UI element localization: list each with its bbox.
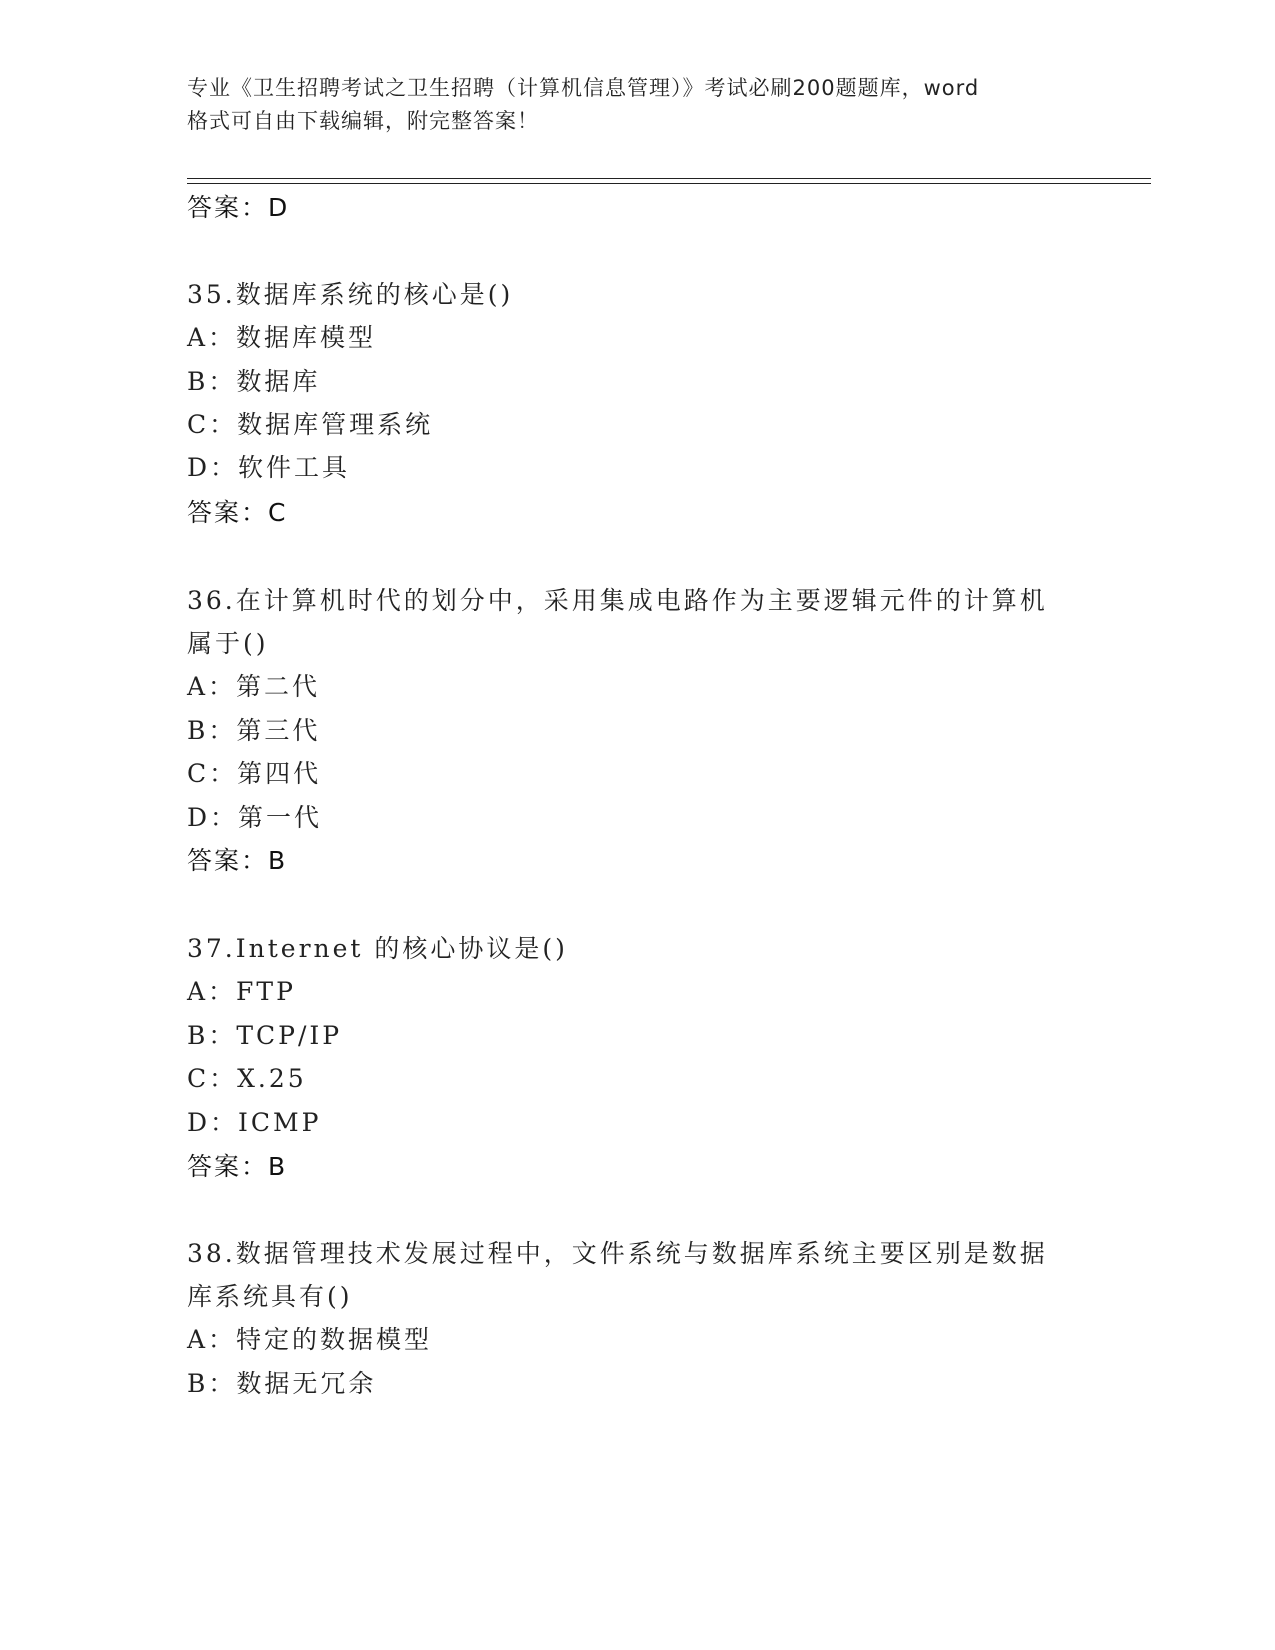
header-line-2: 格式可自由下载编辑，附完整答案！	[187, 109, 539, 133]
question-stem: 36.在计算机时代的划分中，采用集成电路作为主要逻辑元件的计算机	[187, 586, 1048, 615]
option-c: C：X.25	[187, 1064, 307, 1093]
option-b: B：TCP/IP	[187, 1021, 343, 1050]
option-b: B：数据无冗余	[187, 1369, 377, 1398]
document-header	[187, 72, 1087, 138]
header-divider-top	[187, 178, 1151, 179]
option-d: D：ICMP	[187, 1108, 322, 1137]
header-divider-bottom	[187, 183, 1151, 184]
option-c: C：第四代	[187, 759, 322, 788]
answer-line	[187, 188, 289, 224]
option-d: D：第一代	[187, 803, 323, 832]
option-a: A：数据库模型	[187, 323, 377, 352]
answer-value: B	[268, 846, 288, 875]
question-stem: 37.Internet 的核心协议是()	[187, 934, 568, 963]
answer-label: 答案：	[187, 1152, 269, 1181]
question-stem-continued: 属于()	[187, 629, 269, 658]
answer-line	[187, 493, 287, 529]
option-b: B：数据库	[187, 367, 321, 396]
answer-value: D	[268, 193, 290, 222]
answer-label: 答案：	[187, 846, 269, 875]
question-stem-continued: 库系统具有()	[187, 1282, 353, 1311]
option-a: A：第二代	[187, 672, 321, 701]
answer-line	[187, 841, 287, 877]
question-stem: 35.数据库系统的核心是()	[187, 280, 514, 309]
answer-label: 答案：	[187, 498, 269, 527]
header-line-1: 专业《卫生招聘考试之卫生招聘（计算机信息管理）》考试必刷200题题库，word	[187, 76, 980, 100]
option-a: A：FTP	[187, 977, 296, 1006]
option-b: B：第三代	[187, 716, 321, 745]
answer-line	[187, 1147, 287, 1183]
answer-value: C	[268, 498, 288, 527]
question-stem: 38.数据管理技术发展过程中，文件系统与数据库系统主要区别是数据	[187, 1239, 1048, 1268]
option-d: D：软件工具	[187, 453, 351, 482]
option-a: A：特定的数据模型	[187, 1325, 433, 1354]
answer-value: B	[268, 1152, 288, 1181]
answer-label: 答案：	[187, 193, 269, 222]
option-c: C：数据库管理系统	[187, 410, 434, 439]
